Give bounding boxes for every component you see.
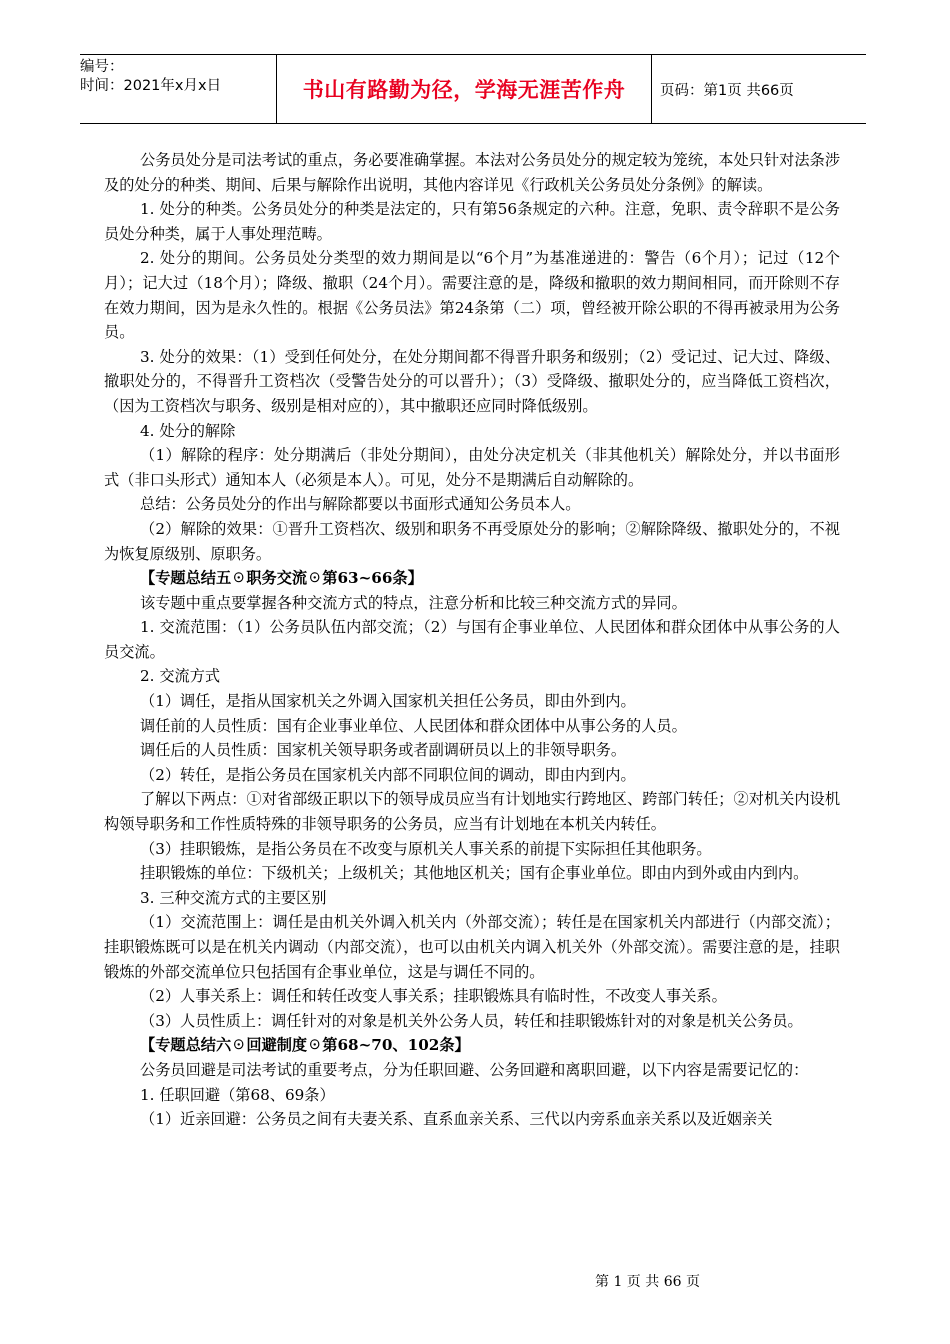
paragraph-25: 公务员回避是司法考试的重要考点，分为任职回避、公务回避和离职回避，以下内容是需要记忆的： bbox=[140, 1060, 809, 1079]
paragraph-8: （2）解除的效果：①晋升工资档次、级别和职务不再受原处分的影响；②解除降级、撤职处分的，不视为恢复原级别、原职务。 bbox=[104, 519, 840, 563]
paragraph-4: 3. 处分的效果：（1）受到任何处分，在处分期间都不得晋升职务和级别；（2）受记过、记大过、降级、撤职处分的，不得晋升工资档次（受警告处分的可以晋升）；（3）受降级、撤职处分的，应当降低工资档次，（因为工资档次与职务、级别是相对应的），其中撤职还应同时降低级别。 bbox=[104, 347, 840, 415]
document-time-label: 时间：2021年x月x日 bbox=[80, 78, 222, 94]
paragraph-14: 调任前的人员性质：国有企业事业单位、人民团体和群众团体中从事公务的人员。 bbox=[140, 716, 687, 735]
paragraph-17: 了解以下两点：①对省部级正职以下的领导成员应当有计划地实行跨地区、跨部门转任；②对机关内设机构领导职务和工作性质特殊的非领导职务的公务员，应当有计划地在本机关内转任。 bbox=[104, 790, 840, 834]
paragraph-18: （3）挂职锻炼，是指公务员在不改变与原机关人事关系的前提下实际担任其他职务。 bbox=[140, 839, 712, 858]
page-footer: 第 1 页 共 66 页 bbox=[595, 1274, 700, 1290]
paragraph-19: 挂职锻炼的单位：下级机关；上级机关；其他地区机关；国有企事业单位。即由内到外或由内到内。 bbox=[140, 864, 809, 883]
paragraph-13: （1）调任，是指从国家机关之外调入国家机关担任公务员，即由外到内。 bbox=[140, 692, 636, 711]
section-heading-5: 【专题总结五☉职务交流☉第63~66条】 bbox=[140, 569, 423, 588]
paragraph-21: （1）交流范围上：调任是由机关外调入机关内（外部交流）；转任是在国家机关内部进行（内部交流）；挂职锻炼既可以是在机关内调动（内部交流），也可以由机关内调入机关外（外部交流）。需要注意的是，挂职锻炼的外部交流单位只包括国有企事业单位，这是与调任不同的。 bbox=[104, 913, 840, 981]
page-header bbox=[80, 54, 866, 124]
paragraph-3: 2. 处分的期间。公务员处分类型的效力期间是以“6个月”为基准递进的：警告（6个月）；记过（12个月）；记大过（18个月）；降级、撤职（24个月）。需要注意的是，降级和撤职的效力期间相同，而开除则不存在效力期间，因为是永久性的。根据《公务员法》第24条第（二）项，曾经被开除公职的不得再被录用为公务员。 bbox=[104, 249, 840, 342]
header-page-info-text: 页码：第1页 共66页 bbox=[660, 82, 794, 99]
paragraph-15: 调任后的人员性质：国家机关领导职务或者副调研员以上的非领导职务。 bbox=[140, 741, 626, 760]
header-page-info bbox=[660, 55, 866, 123]
paragraph-20: 3. 三种交流方式的主要区别 bbox=[140, 888, 327, 907]
document-body bbox=[104, 148, 840, 1132]
header-meta bbox=[80, 55, 260, 126]
paragraph-2: 1. 处分的种类。公务员处分的种类是法定的，只有第56条规定的六种。注意，免职、责令辞职不是公务员处分种类，属于人事处理范畴。 bbox=[104, 200, 840, 243]
paragraph-12: 2. 交流方式 bbox=[140, 667, 221, 686]
paragraph-6: （1）解除的程序：处分期满后（非处分期间），由处分决定机关（非其他机关）解除处分，并以书面形式（非口头形式）通知本人（必须是本人）。可见，处分不是期满后自动解除的。 bbox=[104, 446, 840, 489]
paragraph-23: （3）人员性质上：调任针对的对象是机关外公务人员，转任和挂职锻炼针对的对象是机关公务员。 bbox=[140, 1011, 803, 1030]
paragraph-10: 该专题中重点要掌握各种交流方式的特点，注意分析和比较三种交流方式的异同。 bbox=[140, 593, 687, 612]
paragraph-26: 1. 任职回避（第68、69条） bbox=[140, 1085, 335, 1104]
paragraph-27: （1）近亲回避：公务员之间有夫妻关系、直系血亲关系、三代以内旁系血亲关系以及近姻亲关 bbox=[140, 1110, 773, 1129]
header-motto: 书山有路勤为径，学海无涯苦作舟 bbox=[302, 78, 626, 102]
paragraph-11: 1. 交流范围：（1）公务员队伍内部交流；（2）与国有企事业单位、人民团体和群众团体中从事公务的人员交流。 bbox=[104, 618, 840, 661]
paragraph-1: 公务员处分是司法考试的重点，务必要准确掌握。本法对公务员处分的规定较为笼统，本处只针对法条涉及的处分的种类、期间、后果与解除作出说明，其他内容详见《行政机关公务员处分条例》的解读。 bbox=[104, 151, 840, 194]
paragraph-5: 4. 处分的解除 bbox=[140, 421, 236, 440]
document-number-label: 编号： bbox=[80, 59, 124, 75]
paragraph-16: （2）转任，是指公务员在国家机关内部不同职位间的调动，即由内到内。 bbox=[140, 765, 636, 784]
paragraph-22: （2）人事关系上：调任和转任改变人事关系；挂职锻炼具有临时性，不改变人事关系。 bbox=[140, 987, 727, 1006]
section-heading-6: 【专题总结六☉回避制度☉第68~70、102条】 bbox=[140, 1036, 470, 1055]
paragraph-7: 总结：公务员处分的作出与解除都要以书面形式通知公务员本人。 bbox=[140, 495, 581, 514]
header-motto-box bbox=[276, 55, 652, 123]
